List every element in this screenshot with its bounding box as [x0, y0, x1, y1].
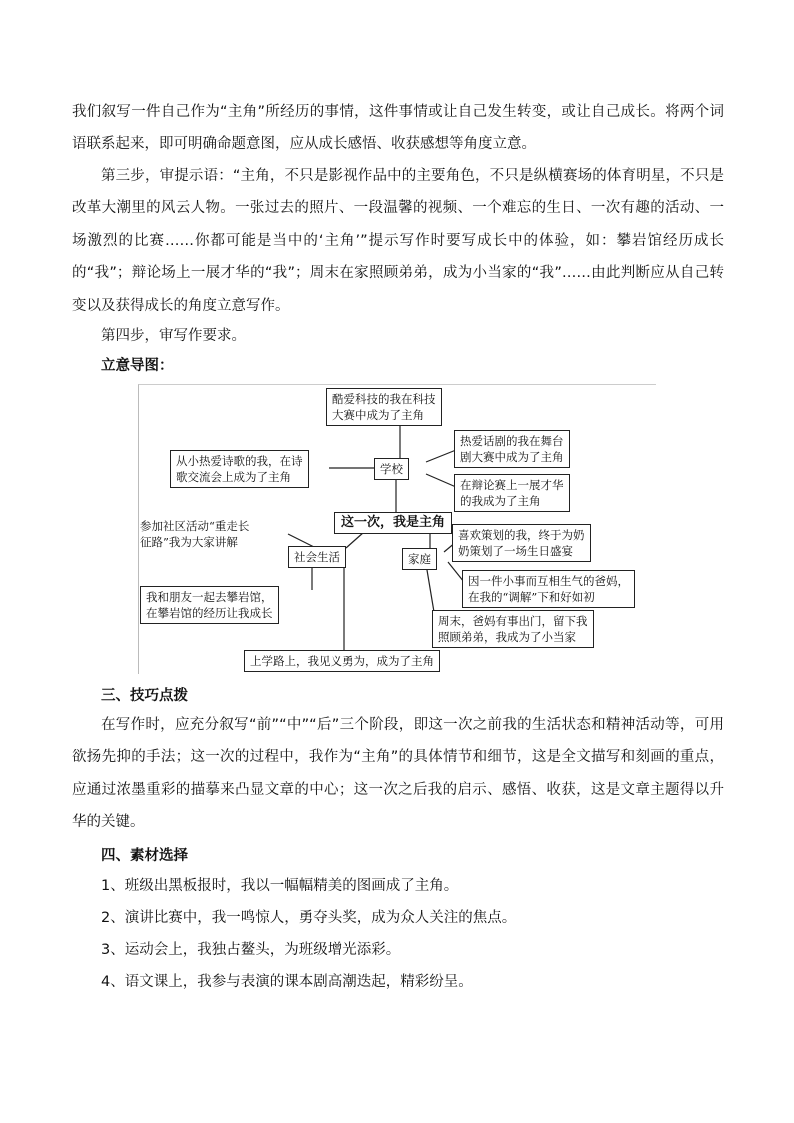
society-item-3: 上学路上，我见义勇为，成为了主角 [244, 650, 440, 672]
material-item: 4、语文课上，我参与表演的课本剧高潮迭起，精彩纷呈。 [101, 974, 473, 990]
society-item-2: 我和朋友一起去攀岩馆， 在攀岩馆的经历让我成长 [140, 586, 279, 624]
material-item: 3、运动会上，我独占鳌头，为班级增光添彩。 [101, 942, 401, 958]
connector-center-society [346, 532, 364, 548]
school-item-left: 从小热爱诗歌的我，在诗 歌交流会上成为了主角 [170, 450, 309, 488]
section-3-body: 在写作时，应充分叙写“前”“中”“后”三个阶段，即这一次之前我的生活状态和精神活动等，可用欲扬先抑的手法；这一次的过程中，我作为“主角”的具体情节和细节，这是全文描写和刻画的重点，应通过浓墨重彩的描摹来凸显文章的中心；这一次之后我的启示、感悟、收获，这是文章主题得以升华的关键。 [72, 717, 724, 831]
connector-school-right1 [426, 450, 456, 462]
material-item: 1、班级出黑板报时，我以一幅幅精美的图画成了主角。 [101, 878, 459, 894]
intro-paragraph-3: 第四步，审写作要求。 [101, 328, 246, 344]
school-node: 学校 [374, 458, 409, 480]
school-item-top: 酷爱科技的我在科技 大赛中成为了主角 [326, 388, 442, 426]
section-4-heading: 四、素材选择 [101, 848, 188, 864]
school-item-right-2: 在辩论赛上一展才华 的我成为了主角 [454, 474, 570, 512]
mindmap-diagram [138, 384, 656, 674]
section-3-heading: 三、技巧点拨 [101, 688, 188, 704]
family-item-2: 因一件小事而互相生气的爸妈， 在我的“调解”下和好如初 [462, 570, 635, 608]
family-item-3: 周末，爸妈有事出门，留下我 照顾弟弟，我成为了小当家 [432, 610, 594, 648]
intro-paragraph-1: 我们叙写一件自己作为“主角”所经历的事情，这件事情或让自己发生转变，或让自己成长。将两个词语联系起来，即可明确命题意图，应从成长感悟、收获感想等角度立意。 [72, 104, 724, 153]
center-topic: 这一次，我是主角 [334, 512, 452, 534]
society-item-1: 参加社区活动“重走长 征路”我为大家讲解 [140, 519, 250, 549]
family-item-1: 喜欢策划的我，终于为奶 奶策划了一场生日盛宴 [452, 524, 591, 562]
material-item: 2、演讲比赛中，我一鸣惊人，勇夺头奖，成为众人关注的焦点。 [101, 910, 517, 926]
connector-school-right2 [426, 474, 456, 487]
intro-paragraph-2: 第三步，审提示语：“主角，不只是影视作品中的主要角色，不只是纵横赛场的体育明星，不只是改革大潮里的风云人物。一张过去的照片、一段温馨的视频、一个难忘的生日、一次有趣的活动、一场激烈的比赛……你都可能是当中的‘主角’”提示写作时要写成长中的体验，如：攀岩馆经历成长的“我”；辩论场上一展才华的“我”；周末在家照顾弟弟，成为小当家的“我”……由此判断应从自己转变以及获得成长的角度立意写作。 [72, 168, 724, 314]
mindmap-heading: 立意导图： [101, 358, 174, 374]
school-item-right-1: 热爱话剧的我在舞台 剧大赛中成为了主角 [454, 430, 570, 468]
family-node: 家庭 [402, 548, 437, 570]
society-node: 社会生活 [288, 546, 346, 568]
